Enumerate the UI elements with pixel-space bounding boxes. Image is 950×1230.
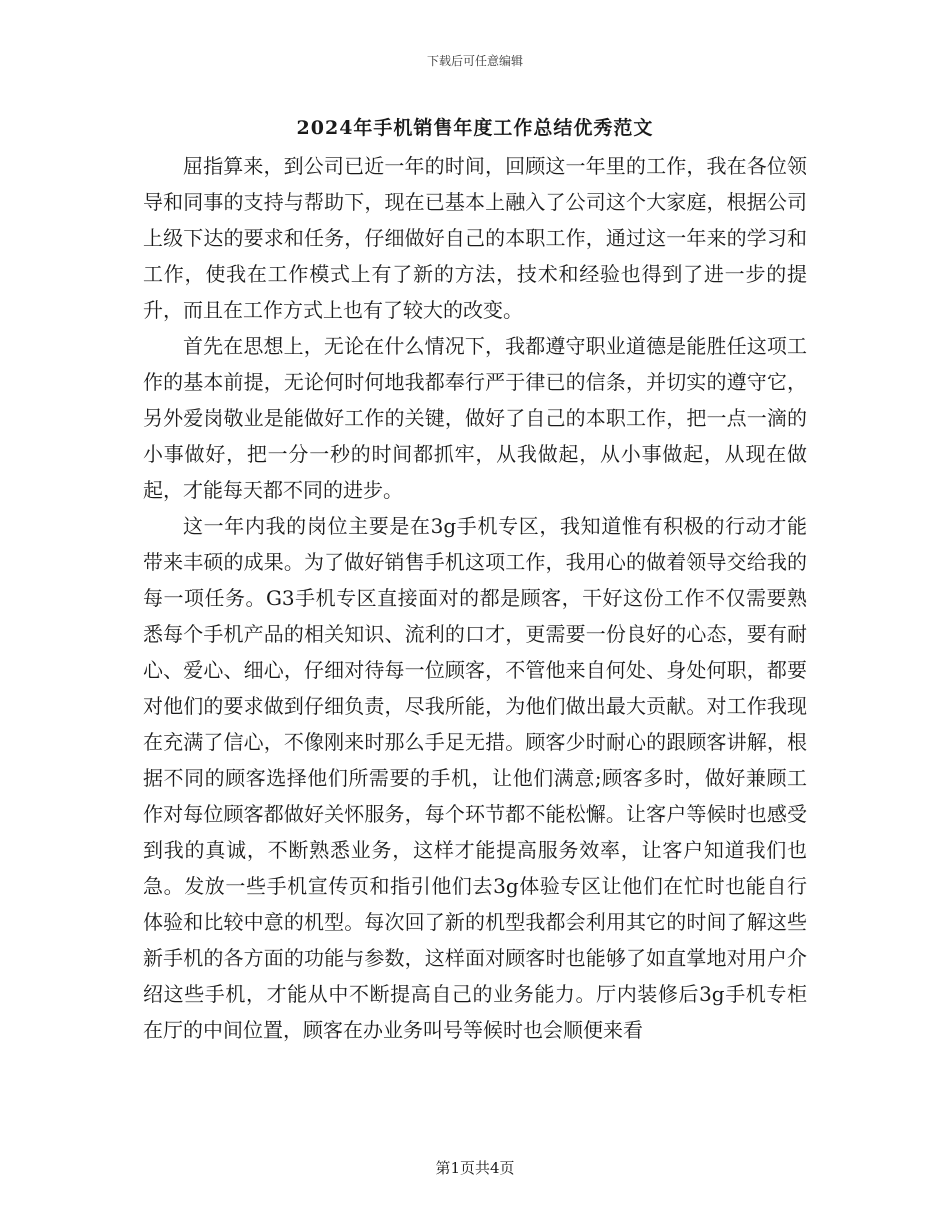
page-header: 下载后可任意编辑	[426, 54, 523, 68]
paragraph: 屈指算来，到公司已近一年的时间，回顾这一年里的工作，我在各位领导和同事的支持与帮助下，现在已基本上融入了公司这个大家庭，根据公司上级下达的要求和任务，仔细做好自己的本职工作，通过这一年来的学习和工作，使我在工作模式上有了新的方法，技术和经验也得到了进一步的提升，而且在工作方式上也有了较大的改变。	[143, 154, 807, 322]
document-title: 2024年手机销售年度工作总结优秀范文	[296, 117, 654, 139]
paragraph: 这一年内我的岗位主要是在3g手机专区，我知道惟有积极的行动才能带来丰硕的成果。为了做好销售手机这项工作，我用心的做着领导交给我的每一项任务。G3手机专区直接面对的都是顾客，干好这份工作不仅需要熟悉每个手机产品的相关知识、流利的口才，更需要一份良好的心态，要有耐心、爱心、细心，仔细对待每一位顾客，不管他来自何处、身处何职，都要对他们的要求做到仔细负责，尽我所能，为他们做出最大贡献。对工作我现在充满了信心，不像刚来时那么手足无措。顾客少时耐心的跟顾客讲解，根据不同的顾客选择他们所需要的手机，让他们满意;顾客多时，做好兼顾工作对每位顾客都做好关怀服务，每个环节都不能松懈。让客户等候时也感受到我的真诚，不断熟悉业务，这样才能提高服务效率，让客户知道我们也急。发放一些手机宣传页和指引他们去3g体验专区让他们在忙时也能自行体验和比较中意的机型。每次回了新的机型我都会利用其它的时间了解这些新手机的各方面的功能与参数，这样面对顾客时也能够了如直掌地对用户介绍这些手机，才能从中不断提高自己的业务能力。厅内装修后3g手机专柜在厅的中间位置，顾客在办业务叫号等候时也会顺便来看	[143, 514, 807, 1042]
paragraph: 首先在思想上，无论在什么情况下，我都遵守职业道德是能胜任这项工作的基本前提，无论何时何地我都奉行严于律已的信条，并切实的遵守它，另外爱岗敬业是能做好工作的关键，做好了自己的本职工作，把一点一滴的小事做好，把一分一秒的时间都抓牢，从我做起，从小事做起，从现在做起，才能每天都不同的进步。	[143, 334, 807, 502]
page-footer: 第1页共4页	[435, 1159, 515, 1177]
document-body	[143, 148, 807, 1048]
